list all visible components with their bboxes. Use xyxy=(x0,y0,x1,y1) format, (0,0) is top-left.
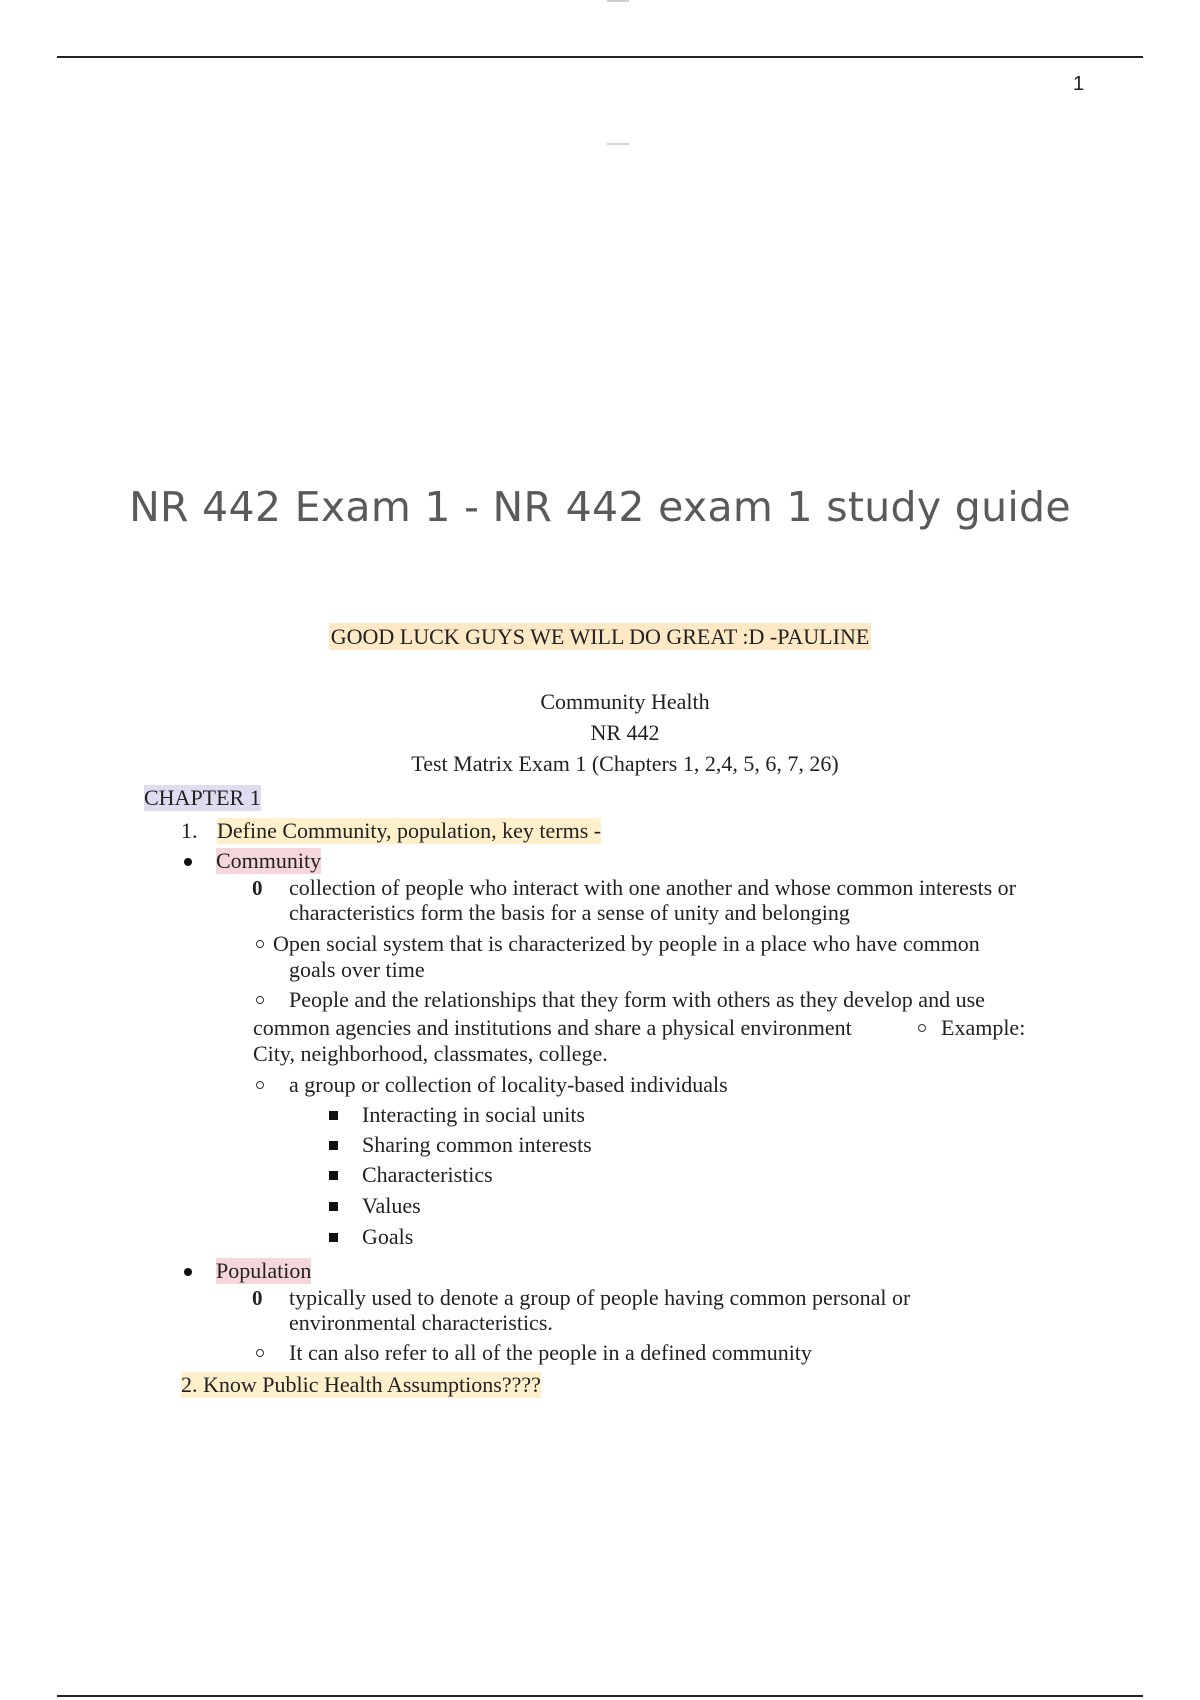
community-open-system-line-1: Open social system that is characterized by people in a place who have common xyxy=(273,931,980,956)
good-luck-banner: GOOD LUCK GUYS WE WILL DO GREAT :D -PAULINE xyxy=(330,624,870,649)
hollow-bullet xyxy=(256,940,264,948)
population-definition-line-1: typically used to denote a group of people having common personal or xyxy=(289,1285,911,1310)
term-population: Population xyxy=(216,1258,312,1283)
course-name: Community Health xyxy=(540,689,710,714)
community-locality-group: a group or collection of locality-based individuals xyxy=(289,1072,728,1097)
community-subitem: Sharing common interests xyxy=(362,1132,592,1157)
question-1-number: 1. xyxy=(181,818,198,843)
community-subitem: Interacting in social units xyxy=(362,1102,585,1127)
bullet-dot xyxy=(184,1268,192,1276)
community-relationships-line-1: People and the relationships that they form with others as they develop and use xyxy=(289,987,985,1012)
list-marker: 0 xyxy=(252,876,263,900)
bullet-dot xyxy=(184,858,192,866)
hollow-bullet xyxy=(256,996,264,1004)
square-bullet xyxy=(329,1111,338,1120)
hollow-bullet xyxy=(256,1349,264,1357)
footer-rule xyxy=(57,1695,1143,1697)
square-bullet xyxy=(329,1141,338,1150)
question-1-text: Define Community, population, key terms - xyxy=(217,818,602,843)
hollow-bullet xyxy=(256,1081,264,1089)
community-subitem: Characteristics xyxy=(362,1162,493,1187)
community-subitem: Goals xyxy=(362,1224,414,1249)
community-example-label: Example: xyxy=(941,1015,1026,1040)
square-bullet xyxy=(329,1171,338,1180)
population-community-note: It can also refer to all of the people in a defined community xyxy=(289,1340,812,1365)
community-definition-line-2: characteristics form the basis for a sense of unity and belonging xyxy=(289,900,850,925)
course-code: NR 442 xyxy=(590,720,660,745)
population-definition-line-2: environmental characteristics. xyxy=(289,1310,553,1335)
banner-line xyxy=(0,624,1200,650)
term-community: Community xyxy=(216,848,322,873)
hollow-bullet xyxy=(918,1024,926,1032)
separator-mark xyxy=(607,143,629,145)
community-definition-line-1: collection of people who interact with one another and whose common interests or xyxy=(289,875,1017,900)
community-open-system-line-2: goals over time xyxy=(289,957,425,982)
question-2-text: 2. Know Public Health Assumptions???? xyxy=(181,1372,541,1397)
square-bullet xyxy=(329,1202,338,1211)
test-matrix-line: Test Matrix Exam 1 (Chapters 1, 2,4, 5, 6, 7, 26) xyxy=(411,751,839,776)
chapter-heading: CHAPTER 1 xyxy=(144,785,261,810)
square-bullet xyxy=(329,1233,338,1242)
page-number: 1 xyxy=(1073,73,1085,95)
header-rule xyxy=(57,56,1143,58)
community-subitem: Values xyxy=(362,1193,421,1218)
community-example-text: City, neighborhood, classmates, college. xyxy=(253,1041,608,1066)
community-relationships-line-2: common agencies and institutions and share a physical environment xyxy=(253,1015,852,1040)
top-mark xyxy=(607,0,629,2)
list-marker: 0 xyxy=(252,1286,263,1310)
document-title: NR 442 Exam 1 - NR 442 exam 1 study guide xyxy=(129,483,1071,531)
